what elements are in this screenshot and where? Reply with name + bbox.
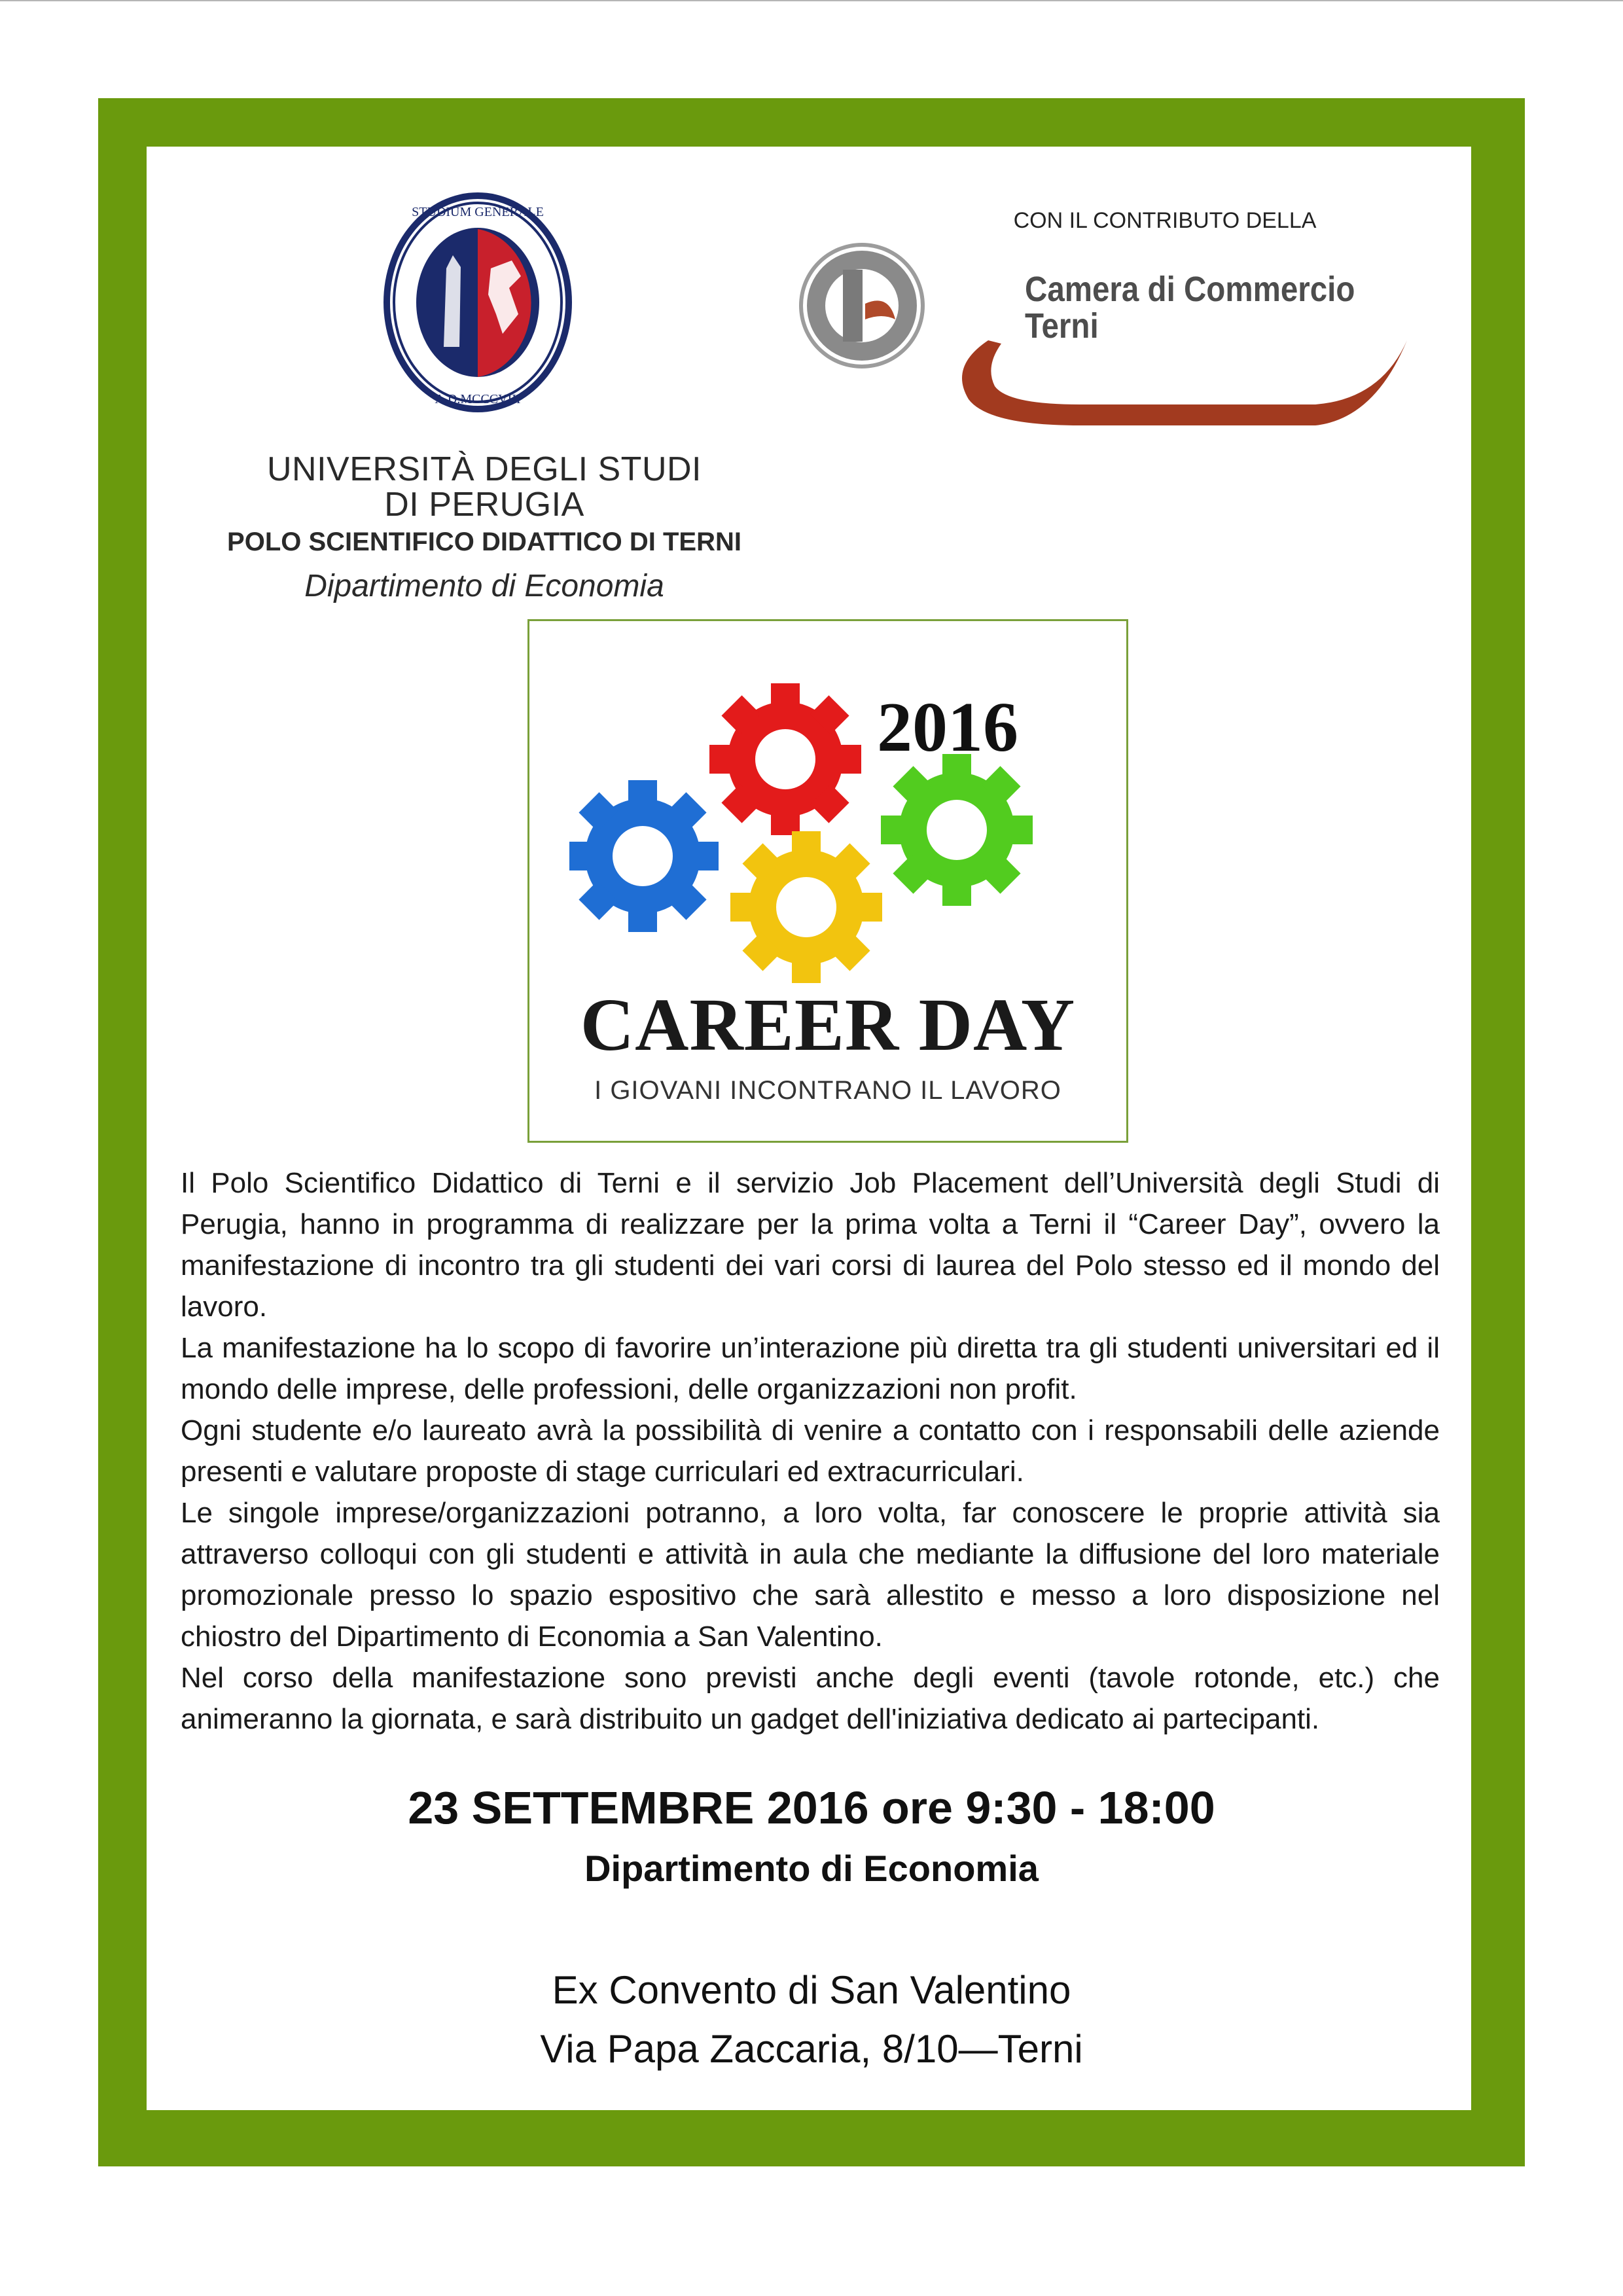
department-name: Dipartimento di Economia: [304, 569, 664, 603]
top-rule: [0, 0, 1623, 1]
event-place: Ex Convento di San Valentino: [552, 1968, 1071, 2012]
university-name-line2: DI PERUGIA: [384, 486, 584, 524]
event-department: Dipartimento di Economia: [584, 1848, 1039, 1889]
svg-text:STUDIUM GENERALE: STUDIUM GENERALE: [412, 205, 544, 219]
svg-text:A.D.MCCCVIII: A.D.MCCCVIII: [435, 392, 521, 406]
paragraph-5: Nel corso della manifestazione sono previsti anche degli eventi (tavole rotonde, etc.) che animeranno la giornata, e sarà distribuito un gadget dell'iniziativa dedicato ai partecipanti.: [181, 1662, 1440, 1735]
chamber-swoosh-icon: [949, 327, 1420, 432]
university-seal-icon: [381, 190, 575, 415]
paragraph-4: Le singole imprese/organizzazioni potranno, a loro volta, far conoscere le proprie attività sia attraverso colloqui con gli studenti e attività in aula che mediante la diffusione del loro materiale promozionale presso lo spazio espositivo che sarà allestito e messo a loro disposizione nel chiostro del Dipartimento di Economia a San Valentino.: [181, 1497, 1440, 1653]
chamber-seal-icon: [797, 241, 927, 370]
chamber-name-line2: Terni: [1025, 306, 1099, 346]
university-name-line1: UNIVERSITÀ DEGLI STUDI: [267, 450, 702, 488]
chamber-name-line1: Camera di Commercio: [1025, 270, 1355, 309]
contribution-label: CON IL CONTRIBUTO DELLA: [1013, 208, 1317, 233]
paragraph-1: Il Polo Scientifico Didattico di Terni e il servizio Job Placement dell’Università degli Studi di Perugia, hanno in programma di realizzare per la prima volta a Terni il “Career Day”, ovvero la manifestazione di incontro tra gli studenti dei vari corsi di laurea del Polo stesso ed il mondo del lavoro.: [181, 1167, 1440, 1323]
event-address: Via Papa Zaccaria, 8/10—Terni: [540, 2027, 1083, 2071]
university-name: [196, 452, 772, 522]
paragraph-2: La manifestazione ha lo scopo di favorire un’interazione più diretta tra gli studenti universitari ed il mondo delle imprese, delle professioni, delle organizzazioni non profit.: [181, 1332, 1440, 1405]
polo-name: POLO SCIENTIFICO DIDATTICO DI TERNI: [227, 528, 741, 556]
description-text: [181, 1162, 1440, 1740]
logo-subtitle: I GIOVANI INCONTRANO IL LAVORO: [594, 1076, 1061, 1105]
logo-year: 2016: [877, 689, 1018, 766]
event-date: 23 SETTEMBRE 2016 ore 9:30 - 18:00: [408, 1782, 1215, 1833]
paragraph-3: Ogni studente e/o laureato avrà la possibilità di venire a contatto con i responsabili delle aziende presenti e valutare proposte di stage curriculari ed extracurriculari.: [181, 1414, 1440, 1488]
logo-title: CAREER DAY: [580, 983, 1076, 1066]
